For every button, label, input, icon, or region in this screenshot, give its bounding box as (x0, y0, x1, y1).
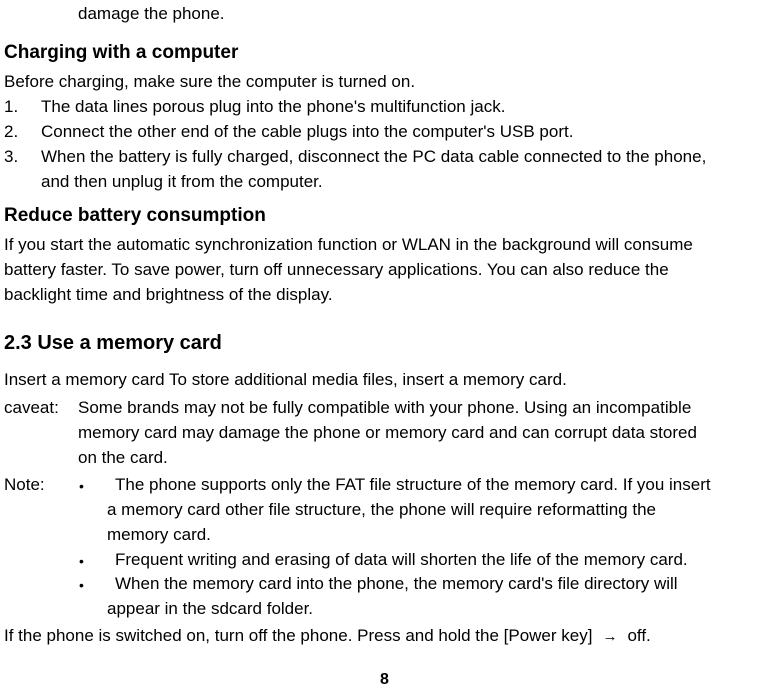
step-text: When the battery is fully charged, disconnect the PC data cable connected to the phone, (41, 147, 707, 166)
note-line: The phone supports only the FAT file structure of the memory card. If you insert (115, 475, 711, 494)
bullet: • (79, 577, 84, 593)
caveat-line: Some brands may not be fully compatible with your phone. Using an incompatible (78, 398, 692, 417)
step-text: Connect the other end of the cable plugs into the computer's USB port. (41, 122, 574, 141)
note-label: Note: (4, 475, 45, 494)
reduce-paragraph-line: backlight time and brightness of the display. (4, 285, 333, 304)
power-off-instruction (4, 626, 651, 647)
reduce-paragraph-line: If you start the automatic synchronization function or WLAN in the background will consume (4, 235, 693, 254)
caveat-line: memory card may damage the phone or memory card and can corrupt data stored (78, 423, 697, 442)
step-number: 1. (4, 97, 19, 116)
note-line: memory card. (107, 525, 211, 544)
caveat-label: caveat: (4, 398, 59, 417)
right-arrow-icon: → (602, 628, 618, 645)
bullet: • (79, 478, 84, 494)
step-text: The data lines porous plug into the phone's multifunction jack. (41, 97, 506, 116)
step-number: 3. (4, 147, 19, 166)
charging-intro: Before charging, make sure the computer is turned on. (4, 72, 416, 91)
note-line: appear in the sdcard folder. (107, 599, 314, 618)
bullet: • (79, 553, 84, 569)
step-text-continued: and then unplug it from the computer. (41, 172, 323, 191)
note-line: When the memory card into the phone, the memory card's file directory will (115, 574, 678, 593)
memory-intro: Insert a memory card To store additional media files, insert a memory card. (4, 370, 567, 389)
caveat-line: on the card. (78, 448, 168, 467)
heading-use-memory-card: 2.3 Use a memory card (4, 332, 222, 354)
heading-reduce-battery: Reduce battery consumption (4, 205, 266, 226)
note-line: a memory card other file structure, the phone will require reformatting the (107, 500, 656, 519)
heading-charging-with-computer: Charging with a computer (4, 42, 239, 63)
power-off-text: If the phone is switched on, turn off the phone. Press and hold the [Power key] (4, 626, 593, 645)
step-number: 2. (4, 122, 19, 141)
power-off-end: off. (627, 626, 651, 645)
page-number: 8 (380, 671, 389, 688)
previous-page-continuation: damage the phone. (78, 4, 225, 23)
note-line: Frequent writing and erasing of data will shorten the life of the memory card. (115, 550, 688, 569)
reduce-paragraph-line: battery faster. To save power, turn off unnecessary applications. You can also reduce the (4, 260, 669, 279)
